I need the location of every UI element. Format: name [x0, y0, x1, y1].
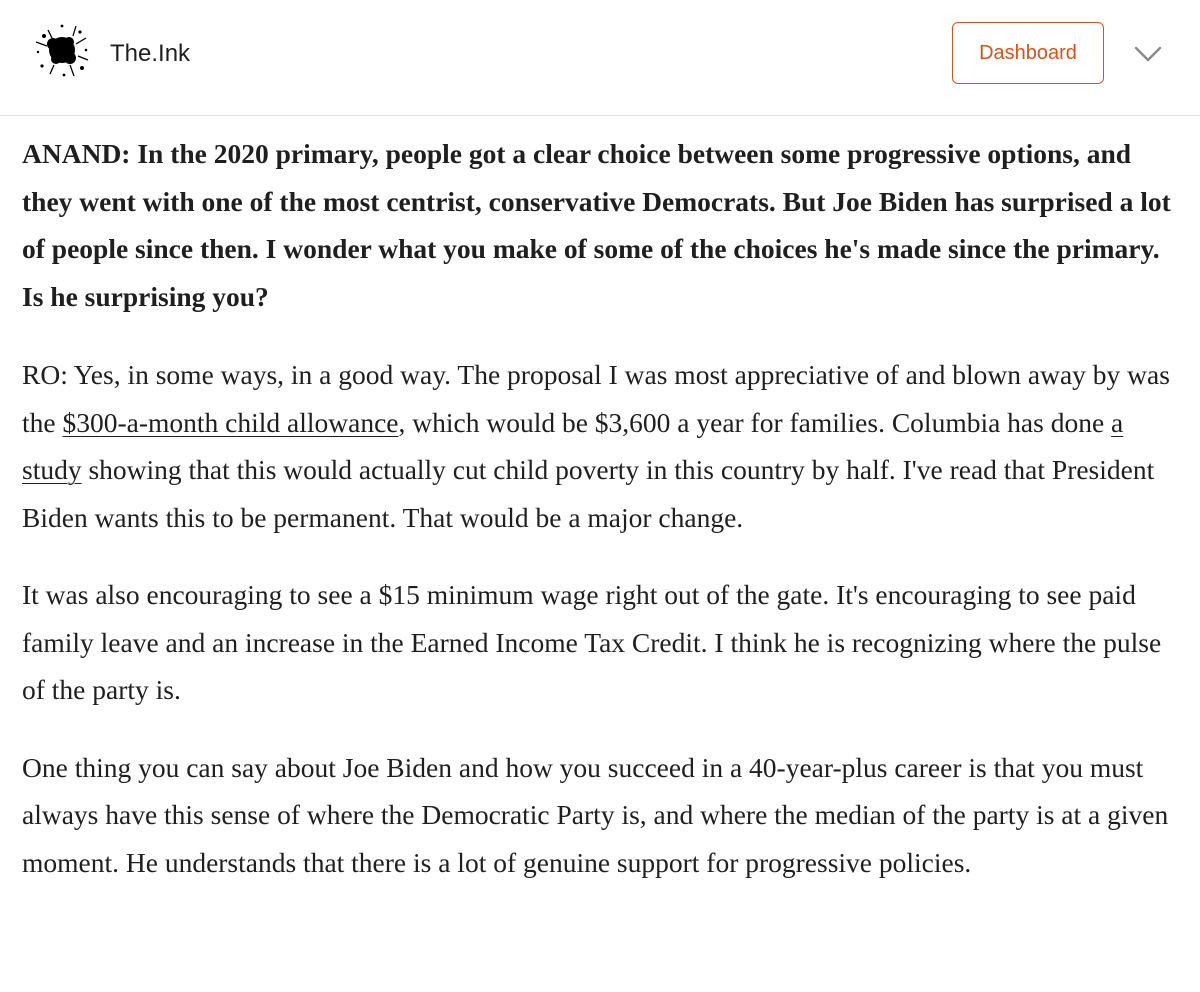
article-body [22, 130, 1182, 916]
chevron-down-icon[interactable] [1132, 42, 1164, 66]
child-allowance-link[interactable]: $300-a-month child allowance [62, 406, 399, 438]
top-bar [0, 0, 1200, 116]
ink-splat-icon[interactable] [30, 18, 94, 82]
answer-paragraph-3: One thing you can say about Joe Biden and how you succeed in a 40-year-plus career is that you must always have this sense of where the Democratic Party is, and where the median of the party is at a given moment. He understands that there is a lot of genuine support for progressive policies. [22, 751, 1169, 878]
study-link[interactable]: a study [22, 406, 1124, 485]
dashboard-button[interactable]: Dashboard [952, 22, 1104, 84]
answer-1-text: RO: Yes, in some ways, in a good way. The proposal I was most appreciative of and blown away by was the [22, 359, 1170, 438]
answer-1-text-end: showing that this would actually cut child poverty in this country by half. I've read that President Biden wants this to be permanent. That would be a major change. [22, 454, 1155, 533]
answer-paragraph-1 [22, 351, 1182, 541]
interview-question: ANAND: In the 2020 primary, people got a clear choice between some progressive options, and they went with one of the most centrist, conservative Democrats. But Joe Biden has surprised a lot of people since then. I wonder what you make of some of the choices he's made since the primary. Is he surprising you? [22, 138, 1171, 312]
answer-1-text-cont: , which would be $3,600 a year for families. Columbia has done [398, 406, 1112, 438]
answer-paragraph-2: It was also encouraging to see a $15 minimum wage right out of the gate. It's encouraging to see paid family leave and an increase in the Earned Income Tax Credit. I think he is recognizing where the pulse of the party is. [22, 579, 1162, 705]
publication-name[interactable]: The.Ink [110, 40, 191, 67]
